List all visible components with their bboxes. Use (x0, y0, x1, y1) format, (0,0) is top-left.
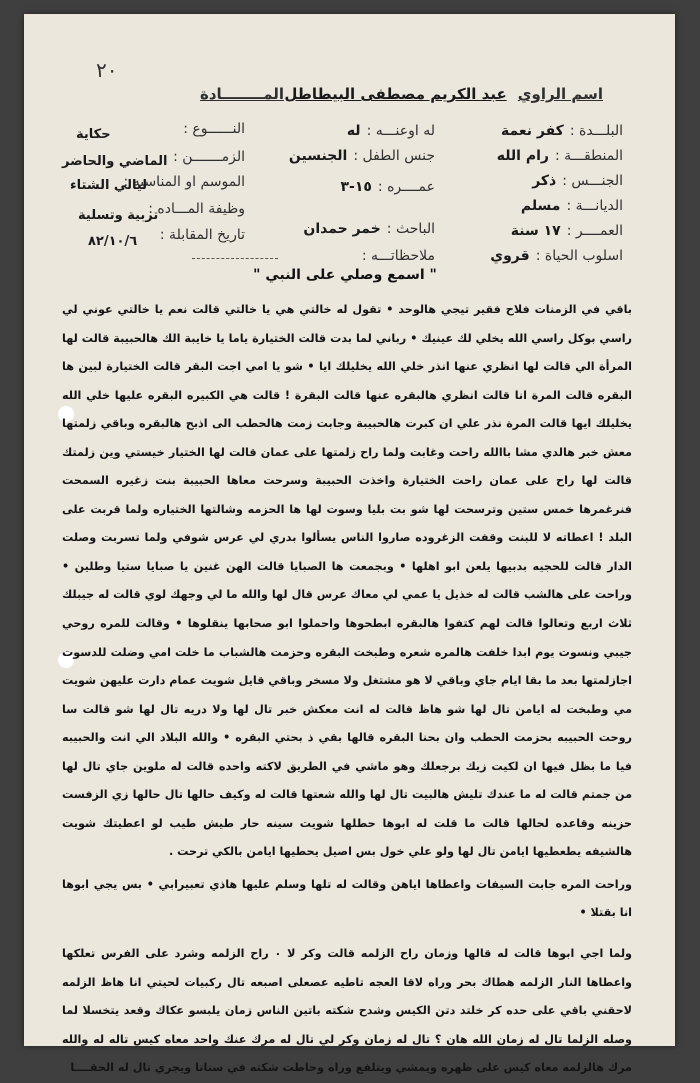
field-label: العمــــر : (566, 223, 623, 239)
age-field (511, 220, 623, 239)
field-label: جنس الطفل : (353, 148, 435, 164)
time-value: الماضي والحاضر (62, 154, 168, 169)
field-value: كفر نعمة (500, 123, 564, 139)
function-value: تربية وتسلية (78, 208, 159, 223)
material-heading (200, 84, 284, 103)
story-body (62, 296, 632, 1083)
type-field (183, 118, 245, 137)
child-age-field (340, 176, 435, 195)
paragraph: باقي في الزمنات فلاح فقير تيجي هالوحد • تقول له خالتي هي يا خالتي قالت نعم يا خالتي عوني لي راسي بوكل راسي الله يخلي لك عينيك • رباني لما بدت قالت الختيارة ياما يا خايبة الك هالحبيبة قالت لها المرأة الي قالت لها انظري عنها انذر خلي الله يخليلك ايا • شو يا امي اجت البقر قالت الختيارة لبين ها البقره قالت المرة انا قالت انظري هالبقره عنها قالت البقرة ! قالت هي الكبيره البقره عليها خلي الله يخليلك ايها قالت المرة نذر علي ان كبرت هالحبيبة وجابت زمت هالحطب الى اذبح هالبقره وباقي زلمتها معش خبر هالدي مشا باالله راحت وغابت ولما راح زلمتها على عمان قالت لها الختيار خيستي وين زلمتك قالت لها راح على عمان راحت الختيارة واخذت الحبيبة وسرحت معاها الحبيبة بنت زغيره السمحت فنرغمرها خمس ستين وترسحت لها شو بت بليا وسوت لها ها الحزمه وشالتها الختياره ولما قربت على البلد ! اعطاته لا للبنت وقفت الزغروده صاروا الناس يسألوا بدري لي عرس شوفي ولما تسربت وصلت الدار قالت للحجيه بدبيها يلعن ابو اهلها • وبجمعت ها الصبايا قالت الهن غنين يا صبايا ستيا وطلين • وراحت على هالشب قالت له خذيل يا عمي لي معاك عرس قال لها والله ما لي وجهك لوي قالت له جيبلك ثلاث اربع وتعالوا قالت لهم كتفوا هالبقره ابطحوها واحملوا ابو صحابها ينقلوها • وقالت للمره روحي جيبي ونسوت يوم ابدا خلفت هالمره شعره وطبخت البقره وحزمت هالشباب ما خلت امي وضلت للدسوت اجازلمتها بعد ما بقا ايام جاي وباقي لا هو مشتغل ولا مسخر وباقي قايل شويت عمام دارت عليهن شويت مي وطبخت له ايامن تال لها شو هاظ قالت له انت معكش خبر تال لها ولا دريه تال لها شو قالت سا روحت الحبيبه بحزمت الحطب وان بحنا البقره قالها بقي ذ بحتي البقره • والله البلاد الي انت والحبيبه فيا ما بظل فيها ان لكيت زيك برجعلك وهو ماشي في الطريق لاكته واحده قالت له ملوين جاي تال لها من جمتم قالت له ما عندك تليش هالبيت تال لها والله شعتها قالت له وكيف حالها تال حالها زي الزفست حزينه وقاعده لحالها قالت ما قلت له ابوها حطلها شويت سينه حار طيش طيب لو اعطيتك شويت هالشيفه يطعطيها ايامن تال لها ولو علي خول بس اصيل يحطيها ايامن بالكي ترحت . (62, 303, 632, 859)
town-field (501, 120, 623, 139)
religion-field (521, 195, 623, 214)
material-label: المــــــــادة (200, 85, 285, 103)
for-whom-field (347, 120, 435, 139)
lifestyle-field (490, 245, 623, 264)
field-value: قروي (490, 248, 530, 264)
field-label: المنطقـــة : (554, 148, 623, 164)
field-value: رام الله (496, 148, 549, 164)
field-label: عمــــره : (377, 179, 435, 195)
region-field (497, 145, 623, 164)
time-field (173, 146, 245, 165)
field-label: اسلوب الحياة : (535, 248, 623, 264)
field-label: الموسم او المناسبه : (123, 174, 245, 190)
sex-field (532, 170, 623, 189)
narrator-value: عبد الكريم مصطفى البيطاطل (284, 85, 507, 103)
function-field (148, 198, 245, 217)
field-label: الزمـــــــن : (173, 149, 245, 165)
season-value: ليالي الشتاء (70, 178, 148, 193)
paragraph: وراحت المره جابت السيفات واعطاها اياهن وقالت له تلها وسلم عليها هاذي تعبيرابي • بس يجي ابوها انا بقتلا • (62, 877, 632, 920)
field-label: تاريخ المقابلة : (159, 227, 245, 243)
field-value: ١٧ سنة (510, 223, 561, 239)
field-label: له اوعنـــه : (366, 123, 435, 139)
field-label: وظيفة المـــاده : (148, 201, 245, 217)
notes-field (356, 245, 435, 264)
child-sex-field (289, 145, 435, 164)
researcher-field (303, 218, 435, 237)
field-value: خمر حمدان (303, 221, 381, 237)
field-label: الجنـــس : (562, 173, 623, 189)
field-value: مسلم (520, 198, 561, 214)
field-value: الجنسين (288, 148, 348, 164)
field-label: البلـــدة : (569, 123, 623, 139)
interview-date-field (160, 224, 245, 243)
field-value: له (346, 123, 361, 139)
story-title: " اسمع وصلي على النبي " (253, 267, 437, 283)
paragraph: ولما اجي ابوها قالت له قالها وزمان راح الزلمه قالت وكر لا ٠ راح الزلمه وشرد على الفرس تعلكها واعطاها النار الزلمه هطاك بحر وراه لاقا العجه تاطيه عصعلى اصبعه تال ركبيات لحيتي انا هاظ الزلمه لاحقني باقي على حده كر خلتد دتن الكيس وشدح شكته باتين الناس زمان يلبسو عكاك وقعد يتخسلا لما وصله الزلما تال له زمان الله هان ؟ تال له زمان وكر لي تال له مرك عنك واحد معاه كيس تاله له والله مرك هالزلمه معاه كيس على ظهره ويمشي ويتلفع وراه وحاطت شكته في سناتا ويجري تال له الحقــــا (62, 947, 632, 1075)
field-value: ١٥-٣ (340, 179, 372, 195)
field-label: النــــــوع : (183, 121, 245, 137)
type-value: حكاية (76, 127, 111, 142)
narrator-label: اسم الراوي (517, 85, 603, 103)
field-label: الباحث : (386, 221, 435, 237)
narrator-row (284, 84, 603, 103)
field-label: الديانـــة : (566, 198, 623, 214)
interview-date-value: ٨٢/١٠/٦ (88, 234, 138, 249)
field-value: ذكر (532, 173, 557, 189)
page-number: ٢٠ (96, 58, 118, 82)
field-label: ملاحظاتـــه : (361, 248, 435, 264)
divider-line (192, 258, 278, 259)
